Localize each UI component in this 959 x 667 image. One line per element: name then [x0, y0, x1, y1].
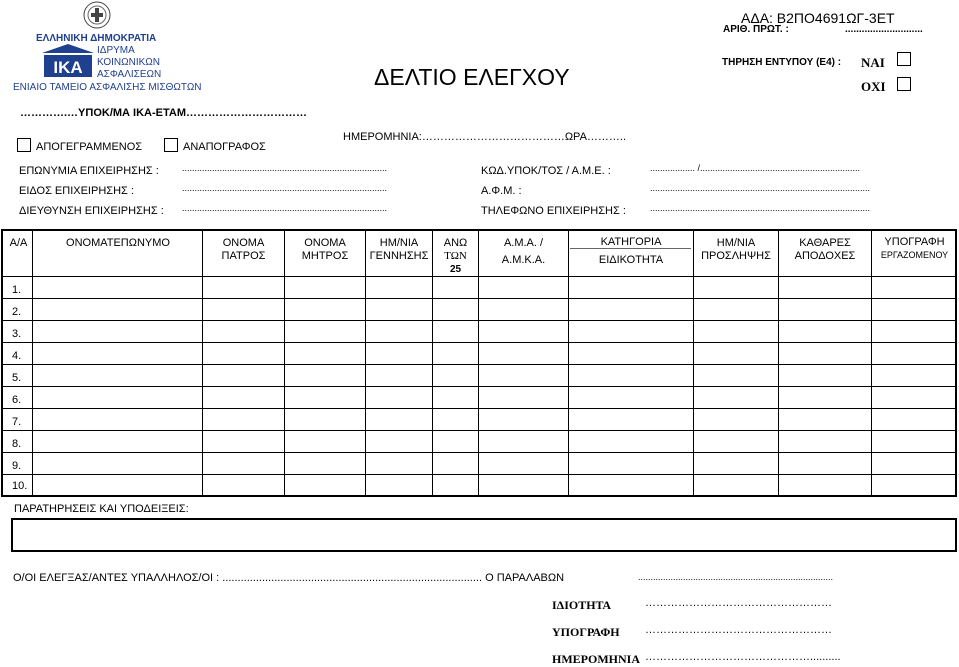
- e4-label: ΤΗΡΗΣΗ ΕΝΤΥΠΟΥ (Ε4) :: [722, 57, 842, 68]
- header-mother-line2: ΜΗΤΡΟΣ: [301, 250, 349, 262]
- header-father-name: [203, 237, 284, 263]
- receipt-date-label: ΗΜΕΡΟΜΗΝΙΑ: [552, 652, 640, 666]
- header-hire-date: [694, 237, 778, 263]
- protocol-dots: ............................: [845, 24, 923, 35]
- row-number: 5.: [12, 372, 22, 384]
- header-mother-line1: ΟΝΟΜΑ: [304, 237, 346, 249]
- header-sign-line1: ΥΠΟΓΡΑΦΗ: [884, 236, 945, 248]
- capacity-label: ΙΔΙΟΤΗΤΑ: [552, 598, 612, 612]
- row-number: 1.: [12, 284, 22, 296]
- header-sign-line2: ΕΡΓΑΖΟΜΕΝΟΥ: [880, 250, 949, 260]
- e4-no-checkbox[interactable]: [897, 77, 911, 91]
- employer-code-label: ΚΩΔ.ΥΠΟΚ/ΤΟΣ / Α.Μ.Ε. :: [481, 165, 611, 177]
- business-address-label: ΔΙΕΥΘΥΝΣΗ ΕΠΙΧΕΙΡΗΣΗΣ :: [19, 205, 164, 217]
- header-aa: Α/Α: [9, 237, 28, 249]
- header-hire-line1: ΗΜ/ΝΙΑ: [716, 237, 756, 249]
- ika-logo-text: ΙΚΑ: [53, 58, 83, 77]
- ada-number: ΑΔΑ: Β2ΠΟ4691ΩΓ-3ΕΤ: [741, 10, 895, 26]
- logo-line4: ΑΣΦΑΛΙΣΕΩΝ: [97, 69, 162, 80]
- logo-line2: ΙΔΡΥΜΑ: [97, 45, 135, 56]
- employer-code-field[interactable]: .................. /................................................................: [650, 163, 861, 173]
- header-birth-date: [366, 237, 432, 263]
- header-hire-line2: ΠΡΟΣΛΗΨΗΣ: [701, 250, 771, 262]
- form-title: ΔΕΛΤΙΟ ΕΛΕΓΧΟΥ: [374, 64, 570, 90]
- header-ama-line1: Α.Μ.Α. /: [503, 237, 544, 249]
- inspectors-line[interactable]: Ο/ΟΙ ΕΛΕΓΞΑΣ/ΑΝΤΕΣ ΥΠΑΛΛΗΛΟΣ/ΟΙ : ..................................................................................... Ο ΠΑΡΑΛΑΒΩΝ: [13, 572, 565, 584]
- remarks-box[interactable]: [11, 518, 957, 552]
- header-net-pay: [779, 237, 871, 263]
- greek-emblem-icon: [83, 1, 111, 29]
- protocol-label: ΑΡΙΘ. ΠΡΩΤ. :: [723, 24, 789, 35]
- row-number: 6.: [12, 394, 22, 406]
- logo-line3: ΚΟΙΝΩΝΙΚΩΝ: [97, 57, 160, 68]
- header-net-line2: ΑΠΟΔΟΧΕΣ: [794, 250, 856, 262]
- business-name-field[interactable]: ..................................................................................: [182, 163, 388, 173]
- header-birth-line2: ΓΕΝΝΗΣΗΣ: [369, 250, 429, 262]
- header-father-line2: ΠΑΤΡΟΣ: [221, 250, 266, 262]
- unregistered-checkbox[interactable]: [164, 138, 178, 152]
- row-number: 7.: [12, 416, 22, 428]
- logo-line1: ΕΛΛΗΝΙΚΗ ΔΗΜΟΚΡΑΤΙΑ: [36, 33, 157, 44]
- receipt-date-field[interactable]: ………………………………………..........: [645, 651, 841, 663]
- remarks-label: ΠΑΡΑΤΗΡΗΣΕΙΣ ΚΑΙ ΥΠΟΔΕΙΞΕΙΣ:: [14, 503, 189, 515]
- unregistered-label: ΑΝΑΠΟΓΡΑΦΟΣ: [183, 141, 266, 153]
- row-number: 2.: [12, 306, 22, 318]
- header-net-line1: ΚΑΘΑΡΕΣ: [799, 237, 851, 249]
- receiver-dots[interactable]: ..............................................................................: [638, 572, 834, 582]
- e4-no-label: ΟΧΙ: [861, 79, 886, 94]
- header-ama-line2: Α.Μ.Κ.Α.: [501, 254, 546, 266]
- signature-field[interactable]: ……………………………………………: [645, 624, 832, 636]
- employee-table: [1, 229, 957, 497]
- row-number: 4.: [12, 350, 22, 362]
- header-over-25: [433, 237, 478, 276]
- row-number: 8.: [12, 438, 22, 450]
- phone-label: ΤΗΛΕΦΩΝΟ ΕΠΙΧΕΙΡΗΣΗΣ :: [481, 205, 626, 217]
- header-fullname: ΟΝΟΜΑΤΕΠΩΝΥΜΟ: [66, 237, 170, 249]
- ypok-line[interactable]: ………….…ΥΠΟΚ/ΜΑ ΙΚΑ-ΕΤΑΜ……………………………: [20, 107, 308, 119]
- header-over-line3: 25: [449, 264, 462, 275]
- header-over-line2: ΤΩΝ: [444, 250, 467, 262]
- afm-field[interactable]: ........................................................................................: [650, 183, 871, 193]
- business-type-field[interactable]: ..................................................................................: [182, 183, 388, 193]
- header-over-line1: ΑΝΩ: [443, 237, 468, 249]
- header-birth-line1: ΗΜ/ΝΙΑ: [379, 237, 419, 249]
- header-mother-name: [285, 237, 365, 263]
- business-type-label: ΕΙΔΟΣ ΕΠΙΧΕΙΡΗΣΗΣ :: [19, 185, 134, 197]
- row-number: 3.: [12, 328, 22, 340]
- date-time-line[interactable]: ΗΜΕΡΟΜΗΝΙΑ:…………………………………ΩΡΑ………..: [343, 131, 627, 143]
- business-name-label: ΕΠΩΝΥΜΙΑ ΕΠΙΧΕΙΡΗΣΗΣ :: [19, 165, 159, 177]
- registered-checkbox[interactable]: [17, 138, 31, 152]
- e4-yes-label: ΝΑΙ: [861, 55, 885, 70]
- header-father-line1: ΟΝΟΜΑ: [222, 237, 265, 249]
- logo-line5: ΕΝΙΑΙΟ ΤΑΜΕΙΟ ΑΣΦΑΛΙΣΗΣ ΜΙΣΘΩΤΩΝ: [13, 82, 202, 93]
- header-specialty: ΕΙΔΙΚΟΤΗΤΑ: [598, 254, 664, 266]
- signature-label: ΥΠΟΓΡΑΦΗ: [552, 625, 620, 639]
- row-number: 9.: [12, 460, 22, 472]
- row-number: 10.: [12, 480, 28, 492]
- business-address-field[interactable]: ..................................................................................: [182, 203, 388, 213]
- e4-yes-checkbox[interactable]: [897, 52, 911, 66]
- header-ama-amka: [479, 237, 568, 267]
- header-employee-signature: [872, 236, 957, 262]
- ika-logo-mark: [40, 43, 96, 81]
- afm-label: Α.Φ.Μ. :: [481, 185, 522, 197]
- phone-field[interactable]: ........................................................................................: [650, 203, 871, 213]
- registered-label: ΑΠΟΓΕΓΡΑΜΜΕΝΟΣ: [36, 141, 143, 153]
- header-category: ΚΑΤΗΓΟΡΙΑ: [600, 236, 662, 248]
- capacity-field[interactable]: ……………………………………………: [645, 597, 832, 609]
